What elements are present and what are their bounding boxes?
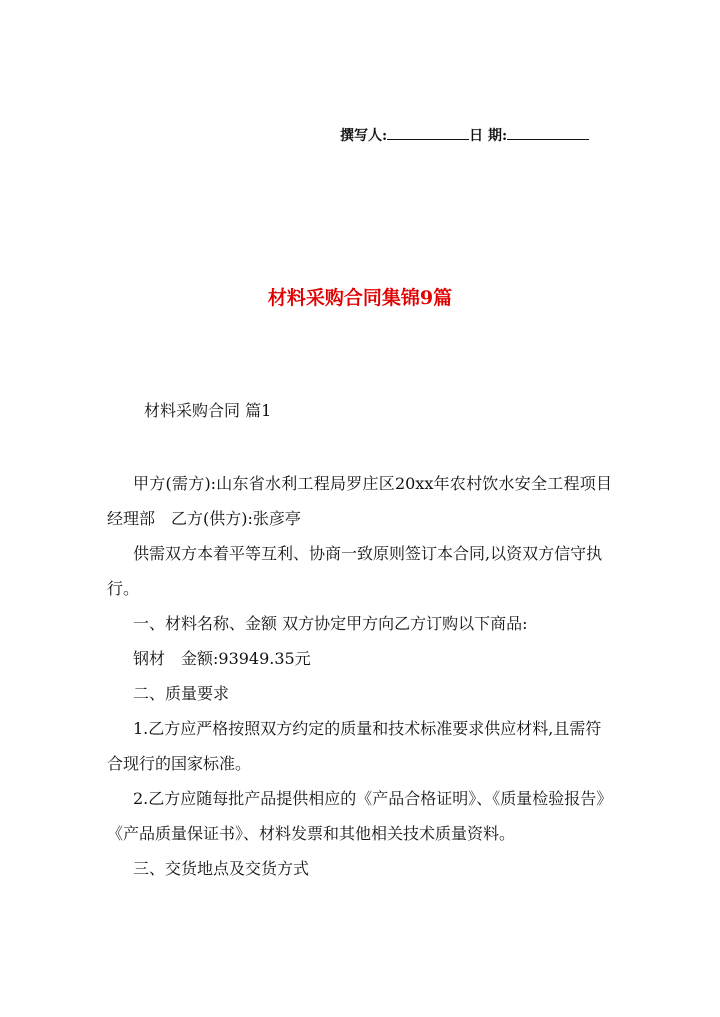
paragraph: 一、材料名称、金额 双方协定甲方向乙方订购以下商品: xyxy=(133,614,528,633)
section-subtitle: 材料采购合同 篇1 xyxy=(144,401,272,420)
paragraph: 供需双方本着平等互利、协商一致原则签订本合同,以资双方信守执行。 xyxy=(107,544,603,598)
document-title: 材料采购合同集锦9篇 xyxy=(267,287,453,309)
paragraph: 二、质量要求 xyxy=(133,684,230,703)
paragraph: 钢材 金额:93949.35元 xyxy=(133,649,311,668)
paragraph: 2.乙方应随每批产品提供相应的《产品合格证明》、《质量检验报告》《产品质量保证书》、材料发票和其他相关技术质量资料。 xyxy=(107,789,605,843)
writer-blank xyxy=(387,127,469,140)
writer-date-line xyxy=(340,125,615,145)
date-blank xyxy=(507,127,589,140)
paragraph: 三、交货地点及交货方式 xyxy=(133,859,310,878)
document-body xyxy=(107,466,612,886)
paragraph: 1.乙方应严格按照双方约定的质量和技术标准要求供应材料,且需符合现行的国家标准。 xyxy=(107,719,602,773)
date-label: 日 期: xyxy=(469,128,508,144)
writer-label: 撰写人: xyxy=(340,128,388,144)
paragraph: 甲方(需方):山东省水利工程局罗庄区20xx年农村饮水安全工程项目经理部 乙方(供方):张彦亭 xyxy=(107,474,612,528)
